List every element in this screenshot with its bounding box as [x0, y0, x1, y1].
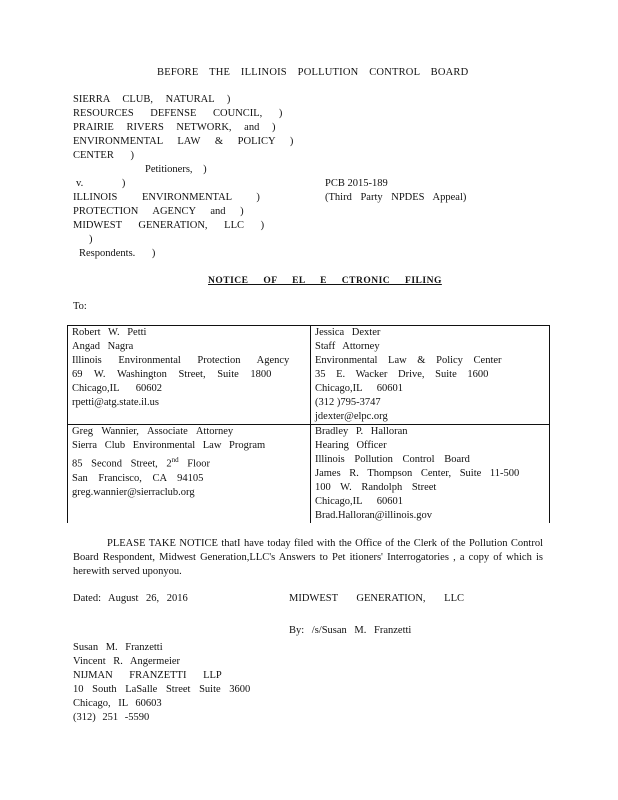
recipient-line: Robert W. Petti	[72, 327, 147, 338]
address-text: Floor	[178, 458, 211, 470]
caption-line: v. )	[76, 178, 126, 189]
recipient-line: Illinois Pollution Control Board	[315, 454, 470, 465]
recipient-line: Chicago,IL 60601	[315, 383, 404, 394]
recipient-line: Illinois Environmental Protection Agency	[72, 355, 290, 366]
case-caption-parties	[73, 93, 293, 261]
address-text: 85 Second Street, 2	[72, 458, 172, 470]
caption-line: Respondents. )	[79, 248, 156, 259]
signature-line: Susan M. Franzetti	[73, 642, 163, 653]
caption-line: Petitioners, )	[145, 164, 207, 175]
recipient-line: Chicago,IL 60602	[72, 383, 163, 394]
recipient-line: Angad Nagra	[72, 341, 134, 352]
recipient-line: Hearing Officer	[315, 440, 387, 451]
case-type: (Third Party NPDES Appeal)	[325, 192, 467, 203]
recipient-cell-dexter	[311, 326, 550, 425]
signature-line: Chicago, IL 60603	[73, 698, 162, 709]
caption-line: MIDWEST GENERATION, LLC )	[73, 220, 265, 231]
recipient-line: 35 E. Wacker Drive, Suite 1600	[315, 369, 489, 380]
caption-line: RESOURCES DEFENSE COUNCIL, )	[73, 108, 283, 119]
recipient-line: Bradley P. Halloran	[315, 426, 408, 437]
notice-title: NOTICE OF EL E CTRONIC FILING	[208, 276, 442, 286]
recipient-email[interactable]: greg.wannier@sierraclub.org	[72, 486, 195, 498]
recipient-line: Chicago,IL 60601	[315, 496, 404, 507]
service-list-table	[67, 325, 550, 523]
signature-by-line: By: /s/Susan M. Franzetti	[289, 625, 412, 636]
recipient-line: James R. Thompson Center, Suite 11-500	[315, 468, 520, 479]
ordinal-suffix: nd	[171, 456, 179, 464]
party-name: MIDWEST GENERATION, LLC	[289, 593, 465, 604]
caption-line: SIERRA CLUB, NATURAL )	[73, 94, 231, 105]
recipient-email[interactable]: rpetti@atg.state.il.us	[72, 397, 159, 408]
notice-paragraph	[73, 537, 543, 579]
signature-line: 10 South LaSalle Street Suite 3600	[73, 684, 251, 695]
to-label: To:	[73, 301, 87, 312]
service-list-row	[68, 326, 550, 425]
document-heading: BEFORE THE ILLINOIS POLLUTION CONTROL BOARD	[157, 67, 469, 78]
recipient-email[interactable]: jdexter@elpc.org	[315, 411, 388, 422]
notice-text: PLEASE TAKE NOTICE thatI have today filed with the Office of the Clerk of the Pollution Control Board Respondent, Midwest Generation,LLC's Answers to Pet itioners' Interrogatories , a copy of which is herewith served uponyou.	[73, 538, 543, 577]
recipient-cell-petti	[68, 326, 311, 425]
recipient-line	[72, 453, 310, 472]
recipient-line: San Francisco, CA 94105	[72, 472, 204, 484]
service-list-row	[68, 425, 550, 524]
recipient-line: Staff Attorney	[315, 341, 380, 352]
signature-line: (312) 251 -5590	[73, 712, 150, 723]
recipient-line: (312 )795-3747	[315, 397, 381, 408]
recipient-cell-halloran	[311, 425, 550, 524]
case-number: PCB 2015-189	[325, 178, 388, 189]
recipient-line: Jessica Dexter	[315, 327, 381, 338]
recipient-cell-wannier	[68, 425, 311, 524]
recipient-line: Sierra Club Environmental Law Program	[72, 440, 266, 451]
recipient-email[interactable]: Brad.Halloran@illinois.gov	[315, 510, 432, 521]
recipient-line: 100 W. Randolph Street	[315, 482, 437, 493]
caption-line: ILLINOIS ENVIRONMENTAL )	[73, 192, 260, 203]
caption-line: )	[89, 234, 93, 245]
caption-line: CENTER )	[73, 150, 134, 161]
caption-line: PRAIRIE RIVERS NETWORK, and )	[73, 122, 276, 133]
recipient-line: Environmental Law & Policy Center	[315, 355, 502, 366]
caption-line: ENVIRONMENTAL LAW & POLICY )	[73, 136, 294, 147]
dated-line: Dated: August 26, 2016	[73, 593, 188, 604]
signature-line: Vincent R. Angermeier	[73, 656, 181, 667]
signature-line: NIJMAN FRANZETTI LLP	[73, 670, 222, 681]
caption-line: PROTECTION AGENCY and )	[73, 206, 244, 217]
recipient-line: 69 W. Washington Street, Suite 1800	[72, 369, 272, 380]
signature-block	[73, 641, 250, 725]
recipient-line: Greg Wannier, Associate Attorney	[72, 426, 234, 437]
